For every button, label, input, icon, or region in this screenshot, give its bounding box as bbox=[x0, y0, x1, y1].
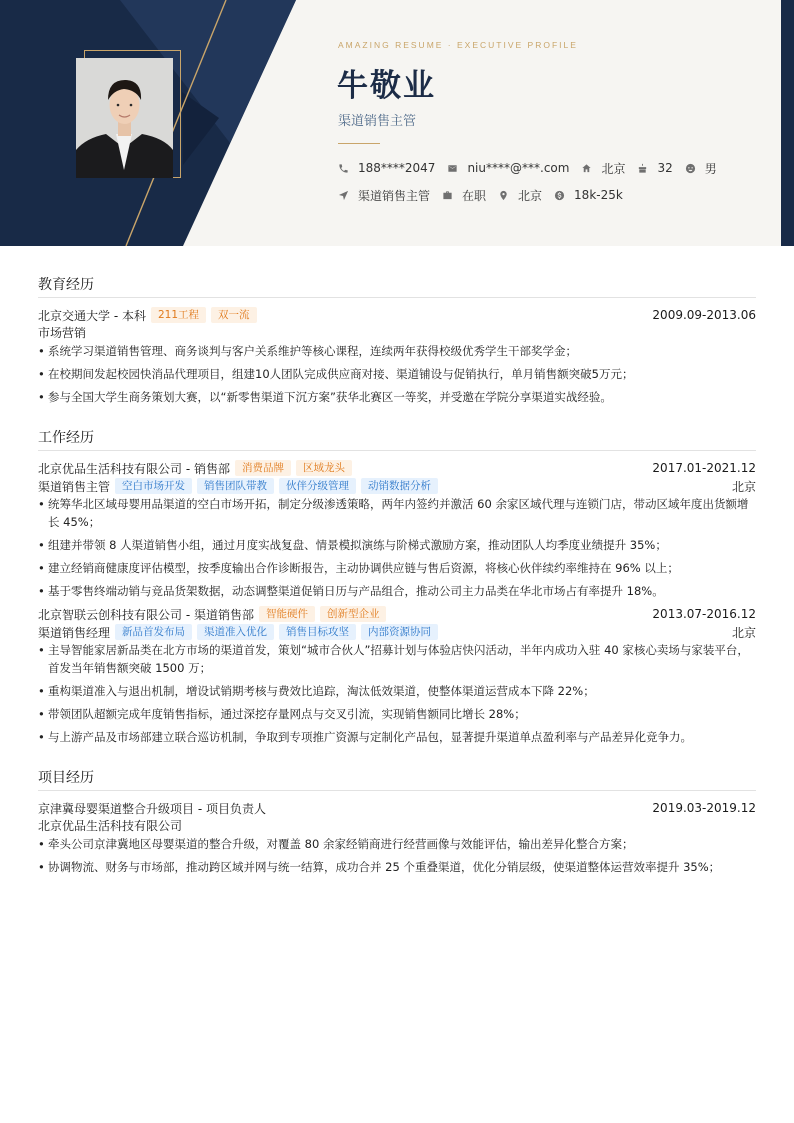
company-tag: 消费品牌 bbox=[235, 460, 291, 476]
contact-row bbox=[338, 160, 729, 176]
phone-icon bbox=[338, 163, 349, 174]
list-item: • 协调物流、财务与市场部，推动跨区域并网与统一结算，成功合并 25 个重叠渠道，优化分销层级，使渠道整体运营效率提升 35%； bbox=[38, 858, 756, 876]
intent-city-item bbox=[498, 187, 542, 204]
phone-item bbox=[338, 161, 435, 175]
residence-item bbox=[581, 160, 625, 177]
list-item: • 主导智能家居新品类在北方市场的渠道首发，策划“城市合伙人”招募计划与体验店快闪活动，半年内成功入驻 40 家核心卖场与家装平台，首发当年销售额突破 1500 万； bbox=[38, 641, 756, 677]
resume-body bbox=[38, 270, 756, 881]
education-period: 2009.09-2013.06 bbox=[652, 308, 756, 322]
section-title: 工作经历 bbox=[38, 423, 756, 451]
job-entry-head bbox=[38, 459, 756, 477]
skill-tag: 空白市场开发 bbox=[115, 478, 192, 494]
candidate-title: 渠道销售主管 bbox=[338, 114, 417, 129]
job-period: 2017.01-2021.12 bbox=[652, 461, 756, 475]
intent-city-text: 北京 bbox=[518, 188, 543, 203]
school-tag: 双一流 bbox=[211, 307, 257, 323]
resume-header bbox=[0, 0, 794, 246]
project-bullets bbox=[38, 835, 756, 876]
list-item: • 系统学习渠道销售管理、商务谈判与客户关系维护等核心课程，连续两年获得校级优秀学生干部奖学金； bbox=[38, 342, 756, 360]
job-city: 北京 bbox=[731, 625, 756, 640]
school-tag: 211工程 bbox=[151, 307, 206, 323]
send-icon bbox=[338, 190, 349, 201]
company-tag: 创新型企业 bbox=[320, 606, 387, 622]
education-major: 市场营销 bbox=[38, 326, 87, 340]
project-section bbox=[38, 763, 756, 876]
list-item: • 牵头公司京津冀地区母婴渠道的整合升级，对覆盖 80 余家经销商进行经营画像与效能评估，输出差异化整合方案； bbox=[38, 835, 756, 853]
skill-tag: 渠道准入优化 bbox=[197, 624, 274, 640]
school-name: 北京交通大学 - 本科 bbox=[38, 308, 146, 323]
mail-icon bbox=[447, 163, 458, 174]
work-section bbox=[38, 423, 756, 746]
list-item: • 带领团队超额完成年度销售指标，通过深挖存量网点与交叉引流，实现销售额同比增长 28%； bbox=[38, 705, 756, 723]
money-icon bbox=[554, 190, 565, 201]
education-entry-head bbox=[38, 306, 756, 324]
header-tagline: AMAZING RESUME · EXECUTIVE PROFILE bbox=[338, 40, 578, 50]
project-period: 2019.03-2019.12 bbox=[652, 801, 756, 815]
candidate-name: 牛敬业 bbox=[337, 68, 436, 104]
age-text: 32 bbox=[657, 161, 673, 175]
title-divider bbox=[338, 143, 380, 144]
job-role-row bbox=[38, 623, 756, 641]
list-item: • 在校期间发起校园快消品代理项目，组建10人团队完成供应商对接、渠道铺设与促销执行，单月销售额突破5万元； bbox=[38, 365, 756, 383]
list-item: • 重构渠道准入与退出机制，增设试销期考核与费效比追踪，淘汰低效渠道，使整体渠道运营成本下降 22%； bbox=[38, 682, 756, 700]
home-icon bbox=[581, 163, 592, 174]
job-role: 渠道销售主管 bbox=[38, 479, 111, 494]
briefcase-icon bbox=[442, 190, 453, 201]
right-accent-stripe bbox=[781, 0, 794, 246]
project-org: 北京优品生活科技有限公司 bbox=[38, 819, 183, 833]
residence-text: 北京 bbox=[601, 161, 626, 176]
company-tag: 智能硬件 bbox=[259, 606, 315, 622]
list-item: • 基于零售终端动销与竞品货架数据，动态调整渠道促销日历与产品组合，推动公司主力品类在华北市场占有率提升 18%。 bbox=[38, 582, 756, 600]
job-entry-head bbox=[38, 605, 756, 623]
job-bullets bbox=[38, 641, 756, 746]
list-item: • 组建并带领 8 人渠道销售小组，通过月度实战复盘、情景模拟演练与阶梯式激励方案，推动团队人均季度业绩提升 35%； bbox=[38, 536, 756, 554]
skill-tag: 销售团队带教 bbox=[197, 478, 274, 494]
skill-tag: 新品首发布局 bbox=[115, 624, 192, 640]
email-item bbox=[447, 161, 569, 175]
skill-tag: 动销数据分析 bbox=[361, 478, 438, 494]
gender-text: 男 bbox=[704, 161, 717, 176]
project-name: 京津冀母婴渠道整合升级项目 - 项目负责人 bbox=[38, 801, 266, 816]
salary-text: 18k-25k bbox=[574, 188, 623, 202]
status-text: 在职 bbox=[462, 188, 487, 203]
profile-photo bbox=[76, 58, 173, 178]
job-bullets bbox=[38, 495, 756, 600]
face-icon bbox=[685, 163, 696, 174]
cake-icon bbox=[637, 163, 648, 174]
job-role-row bbox=[38, 477, 756, 495]
location-pin-icon bbox=[498, 190, 509, 201]
status-item bbox=[442, 187, 486, 204]
list-item: • 建立经销商健康度评估模型，按季度输出合作诊断报告，主动协调供应链与售后资源，将核心伙伴续约率维持在 96% 以上； bbox=[38, 559, 756, 577]
company-name: 北京优品生活科技有限公司 - 销售部 bbox=[38, 461, 230, 476]
skill-tag: 内部资源协同 bbox=[361, 624, 438, 640]
age-item bbox=[637, 161, 672, 175]
project-entry-head bbox=[38, 799, 756, 817]
education-section bbox=[38, 270, 756, 406]
company-name: 北京智联云创科技有限公司 - 渠道销售部 bbox=[38, 607, 254, 622]
skill-tag: 销售目标攻坚 bbox=[279, 624, 356, 640]
job-city: 北京 bbox=[731, 479, 756, 494]
intent-position-text: 渠道销售主管 bbox=[358, 188, 431, 203]
email-text: niu****@***.com bbox=[467, 161, 570, 175]
company-tag: 区域龙头 bbox=[296, 460, 352, 476]
job-period: 2013.07-2016.12 bbox=[652, 607, 756, 621]
section-title: 项目经历 bbox=[38, 763, 756, 791]
skill-tag: 伙伴分级管理 bbox=[279, 478, 356, 494]
list-item: • 与上游产品及市场部建立联合巡访机制，争取到专项推广资源与定制化产品包，显著提升渠道单点盈利率与产品差异化竞争力。 bbox=[38, 728, 756, 746]
section-title: 教育经历 bbox=[38, 270, 756, 298]
list-item: • 统筹华北区域母婴用品渠道的空白市场开拓，制定分级渗透策略，两年内签约并激活 60 余家区域代理与连锁门店，带动区域年度出货额增长 45%； bbox=[38, 495, 756, 531]
salary-item bbox=[554, 188, 623, 202]
gender-item bbox=[685, 160, 717, 177]
job-intent-row bbox=[338, 187, 635, 203]
education-bullets bbox=[38, 342, 756, 406]
intent-position-item bbox=[338, 187, 430, 204]
list-item: • 参与全国大学生商务策划大赛，以“新零售渠道下沉方案”获华北赛区一等奖，并受邀在学院分享渠道实战经验。 bbox=[38, 388, 756, 406]
job-role: 渠道销售经理 bbox=[38, 625, 111, 640]
phone-text: 188****2047 bbox=[358, 161, 436, 175]
